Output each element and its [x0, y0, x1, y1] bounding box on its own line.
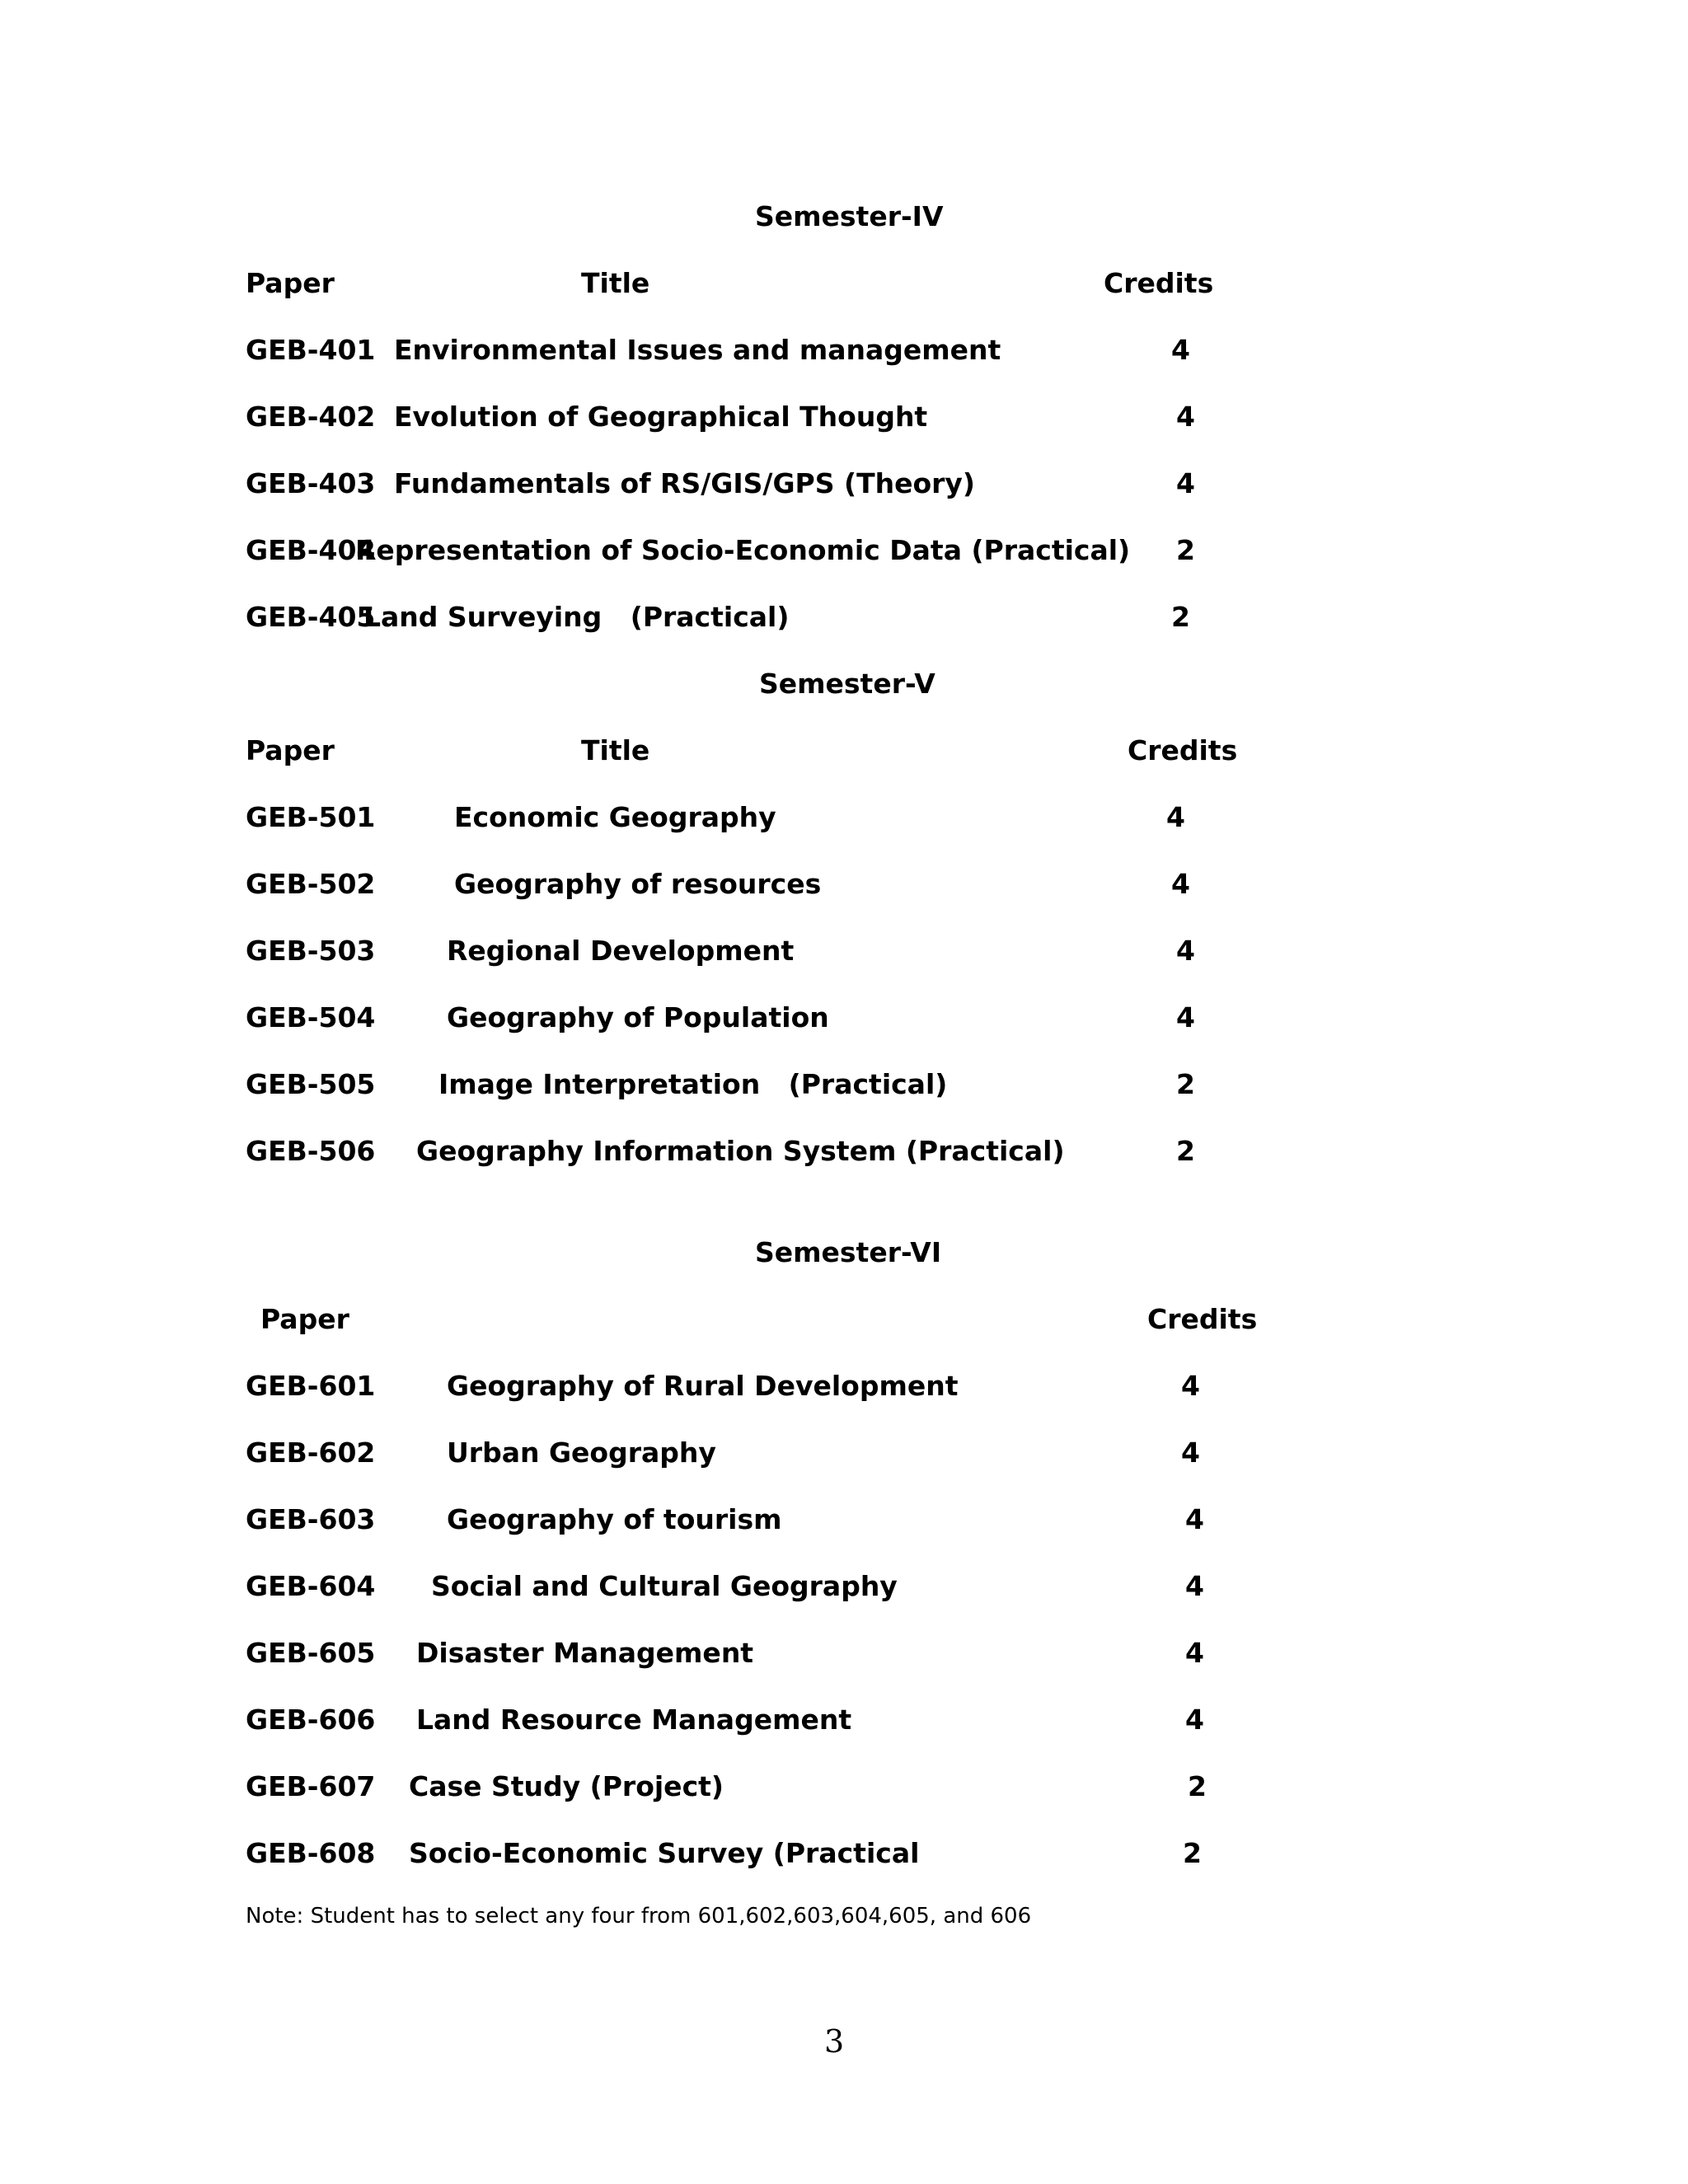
paper-credits: 4 — [1171, 334, 1190, 366]
paper-code: GEB-506 — [246, 1135, 376, 1167]
paper-code: GEB-505 — [246, 1068, 376, 1100]
paper-credits: 2 — [1183, 1837, 1202, 1869]
paper-code: GEB-605 — [246, 1637, 376, 1669]
paper-title: Representation of Socio-Economic Data (Practical) — [355, 534, 1131, 566]
paper-credits: 2 — [1171, 601, 1190, 633]
paper-credits: 4 — [1185, 1570, 1204, 1602]
paper-title: Image Interpretation (Practical) — [438, 1068, 948, 1100]
paper-credits: 4 — [1176, 401, 1195, 433]
paper-credits: 2 — [1176, 1135, 1195, 1167]
paper-credits: 2 — [1176, 534, 1195, 566]
paper-code: GEB-601 — [246, 1370, 376, 1402]
semester-heading: Semester-V — [759, 668, 935, 700]
paper-credits: 4 — [1181, 1436, 1200, 1469]
paper-credits: 4 — [1176, 1001, 1195, 1033]
paper-title: Social and Cultural Geography — [431, 1570, 898, 1602]
paper-credits: 2 — [1188, 1770, 1207, 1802]
paper-code: GEB-403 — [246, 467, 376, 499]
selection-note: Note: Student has to select any four from 601,602,603,604,605, and 606 — [246, 1904, 1032, 1929]
paper-code: GEB-603 — [246, 1503, 376, 1535]
paper-code: GEB-401 — [246, 334, 376, 366]
column-header-title: Title — [581, 267, 650, 299]
column-header-paper: Paper — [246, 734, 335, 766]
column-header-credits: Credits — [1128, 734, 1238, 766]
paper-title: Geography of resources — [454, 868, 822, 900]
column-header-paper: Paper — [260, 1303, 349, 1335]
paper-credits: 4 — [1176, 935, 1195, 967]
semester-heading: Semester-VI — [755, 1236, 942, 1268]
page-number: 3 — [824, 2023, 845, 2060]
paper-code: GEB-606 — [246, 1704, 376, 1736]
paper-credits: 4 — [1171, 868, 1190, 900]
paper-credits: 4 — [1181, 1370, 1200, 1402]
paper-code: GEB-402 — [246, 401, 376, 433]
paper-title: Geography of Population — [447, 1001, 829, 1033]
paper-code: GEB-501 — [246, 801, 376, 833]
paper-code: GEB-503 — [246, 935, 376, 967]
paper-credits: 4 — [1185, 1704, 1204, 1736]
paper-code: GEB-608 — [246, 1837, 376, 1869]
paper-title: Geography Information System (Practical) — [416, 1135, 1065, 1167]
paper-title: Geography of tourism — [447, 1503, 782, 1535]
paper-credits: 4 — [1185, 1637, 1204, 1669]
paper-title: Urban Geography — [447, 1436, 716, 1469]
paper-credits: 2 — [1176, 1068, 1195, 1100]
semester-heading: Semester-IV — [755, 200, 944, 232]
paper-title: Fundamentals of RS/GIS/GPS (Theory) — [394, 467, 975, 499]
column-header-credits: Credits — [1104, 267, 1214, 299]
paper-title: Land Surveying (Practical) — [363, 601, 790, 633]
paper-title: Evolution of Geographical Thought — [394, 401, 928, 433]
paper-code: GEB-602 — [246, 1436, 376, 1469]
paper-code: GEB-604 — [246, 1570, 376, 1602]
paper-title: Socio-Economic Survey (Practical — [409, 1837, 920, 1869]
paper-title: Economic Geography — [454, 801, 776, 833]
paper-code: GEB-405 — [246, 601, 376, 633]
paper-code: GEB-504 — [246, 1001, 376, 1033]
column-header-title: Title — [581, 734, 650, 766]
paper-title: Case Study (Project) — [409, 1770, 724, 1802]
paper-title: Environmental Issues and management — [394, 334, 1001, 366]
column-header-paper: Paper — [246, 267, 335, 299]
paper-title: Land Resource Management — [416, 1704, 852, 1736]
paper-title: Geography of Rural Development — [447, 1370, 959, 1402]
paper-credits: 4 — [1176, 467, 1195, 499]
paper-code: GEB-404 — [246, 534, 376, 566]
paper-code: GEB-607 — [246, 1770, 376, 1802]
paper-credits: 4 — [1166, 801, 1185, 833]
paper-title: Disaster Management — [416, 1637, 754, 1669]
paper-code: GEB-502 — [246, 868, 376, 900]
paper-credits: 4 — [1185, 1503, 1204, 1535]
paper-title: Regional Development — [447, 935, 795, 967]
column-header-credits: Credits — [1147, 1303, 1258, 1335]
